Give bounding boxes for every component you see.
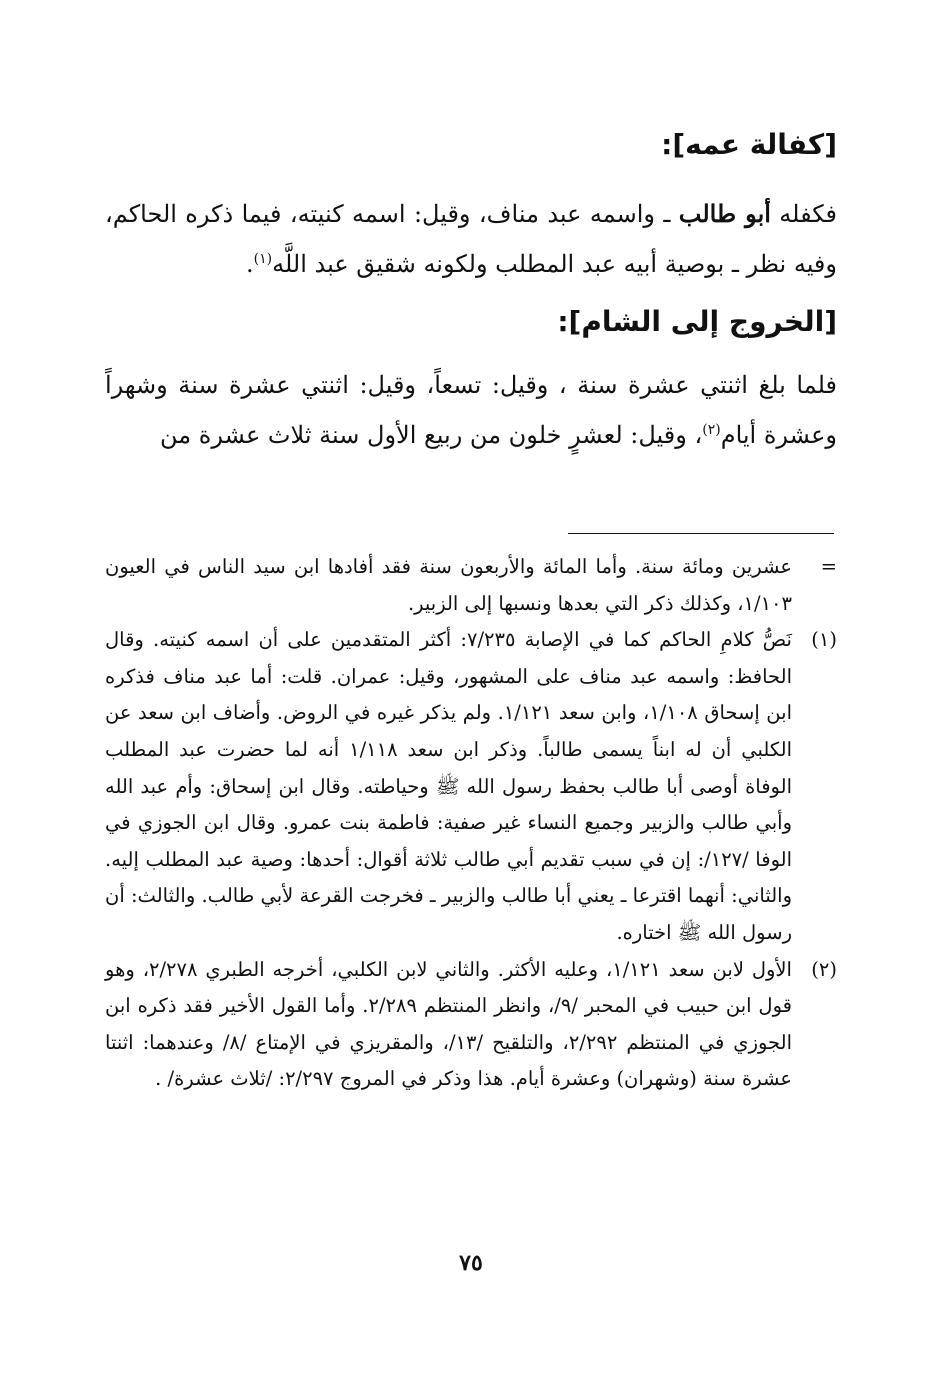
paragraph-text-cont: ، وقيل: لعشرٍ خلون من ربيع الأول سنة ثلاث عشرة من	[160, 421, 703, 449]
footnote-mark: =	[820, 555, 837, 578]
paragraph-text: ـ واسمه عبد مناف، وقيل: اسمه كنيته، فيما ذكره الحاكم، وفيه نظر ـ بوصية أبيه عبد المطلب ولكونه شقيق عبد اللَّه	[105, 200, 837, 278]
paragraph-sham	[105, 360, 837, 460]
page-number: ٧٥	[459, 1250, 483, 1276]
section-heading-guardianship: [كفالة عمه]:	[661, 128, 837, 161]
footnote-1	[105, 622, 837, 951]
paragraph-lead: فكفله	[770, 200, 837, 228]
footnote-continuation	[105, 549, 837, 622]
footnote-mark: (٢)	[811, 957, 837, 981]
paragraph-end: .	[245, 250, 254, 278]
footnote-text: الأول لابن سعد ١/١٢١، وعليه الأكثر. والثاني لابن الكلبي، أخرجه الطبري ٢/٢٧٨، وهو قول ابن حبيب في المحبر /٩/، وانظر المنتظم ٢/٢٨٩. وأما القول الأخير فقد ذكره ابن الجوزي في المنتظم ٢/٢٩٢، والتلقيح /١٣/، والمقريزي في الإمتاع /٨/ وعندهما: اثنتا عشرة سنة (وشهران) وعشرة أيام. هذا وذكر في المروج ٢/٢٩٧: /ثلاث عشرة/ .	[105, 957, 793, 1091]
footnote-text: نَصُّ كلامِ الحاكم كما في الإصابة ٧/٢٣٥: أكثر المتقدمين على أن اسمه كنيته. وقال الحافظ: واسمه عبد مناف على المشهور، وقيل: عمران. قلت: أما عبد مناف فذكره ابن إسحاق ١/١٠٨، وابن سعد ١/١٢١. ولم يذكر غيره في الروض. وأضاف ابن سعد عن الكلبي أن له ابناً يسمى طالباً. وذكر ابن سعد ١/١١٨ أنه لما حضرت عبد المطلب الوفاة أوصى أبا طالب بحفظ رسول الله ﷺ وحياطته. وقال ابن إسحاق: وأم عبد الله وأبي طالب والزبير وجميع النساء غير صفية: فاطمة بنت عمرو. وقال ابن الجوزي في الوفا /١٢٧/: إن في سبب تقديم أبي طالب ثلاثة أقوال: أحدها: وصية عبد المطلب إليه. والثاني: أنهما اقترعا ـ يعني أبا طالب والزبير ـ فخرجت القرعة لأبي طالب. والثالث: أن رسول الله ﷺ اختاره.	[105, 628, 792, 944]
paragraph-guardianship	[105, 189, 837, 289]
section-heading-sham: [الخروج إلى الشام]:	[557, 305, 837, 338]
footnote-ref-1: (١)	[253, 251, 273, 267]
footnote-separator	[568, 533, 834, 534]
footnotes	[105, 549, 837, 1098]
bold-name: أبو طالب	[678, 199, 771, 228]
paragraph-text: فلما بلغ اثنتي عشرة سنة ، وقيل: تسعاً، وقيل: اثنتي عشرة سنة وشهراً وعشرة أيام	[105, 371, 837, 449]
footnote-mark: (١)	[811, 628, 837, 652]
footnote-ref-2: (٢)	[702, 422, 721, 438]
footnote-text: عشرين ومائة سنة. وأما المائة والأربعون سنة فقد أفادها ابن سيد الناس في العيون ١/١٠٣، وكذلك ذكر التي بعدها ونسبها إلى الزبير.	[105, 555, 792, 615]
footnote-2	[105, 952, 837, 1098]
